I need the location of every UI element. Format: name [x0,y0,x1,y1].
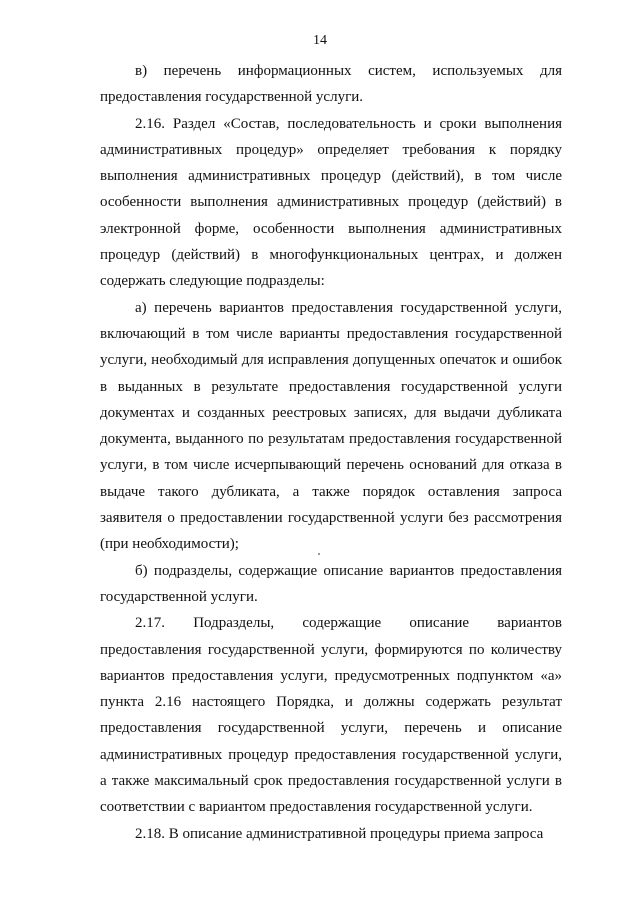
paragraph-list-b: б) подразделы, содержащие описание вариантов предоставления государственной услуги. [100,562,562,605]
paragraph-2-17: 2.17. Подразделы, содержащие описание вариантов предоставления государственной услуги, формируются по количеству вариантов предоставления услуги, предусмотренных подпунктом «а» пункта 2.16 настоящего Порядка, и должны содержать результат предоставления государственной услуги, перечень и описание административных процедур предоставления государственной услуги, а также максимальный срок предоставления государственной услуги в соответствии с вариантом предоставления государственной услуги. [100,615,562,816]
page-number: 14 [313,33,327,48]
paragraph-2-18: 2.18. В описание административной процедуры приема запроса [135,825,544,842]
paragraph-list-a: а) перечень вариантов предоставления государственной услуги, включающий в том числе варианты предоставления государственной услуги, необходимый для исправления допущенных опечаток и ошибок в выданных в результате предоставления государственной услуги документах и созданных реестровых записях, для выдачи дубликата документа, выданного по результатам предоставления государственной услуги, в том числе исчерпывающий перечень оснований для отказа в выдаче такого дубликата, а также порядок оставления запроса заявителя о предоставлении государственной услуги без рассмотрения (при необходимости); [100,299,562,553]
paragraph-information-systems: в) перечень информационных систем, используемых для предоставления государственной услуги. [100,63,562,106]
scan-dot-mark [318,553,320,555]
document-body [100,58,562,847]
paragraph-2-16: 2.16. Раздел «Состав, последовательность и сроки выполнения административных процедур» определяет требования к порядку выполнения административных процедур (действий), в том числе особенности выполнения административных процедур (действий) в электронной форме, особенности выполнения административных процедур (действий) в многофункциональных центрах, и должен содержать следующие подразделы: [100,115,562,290]
